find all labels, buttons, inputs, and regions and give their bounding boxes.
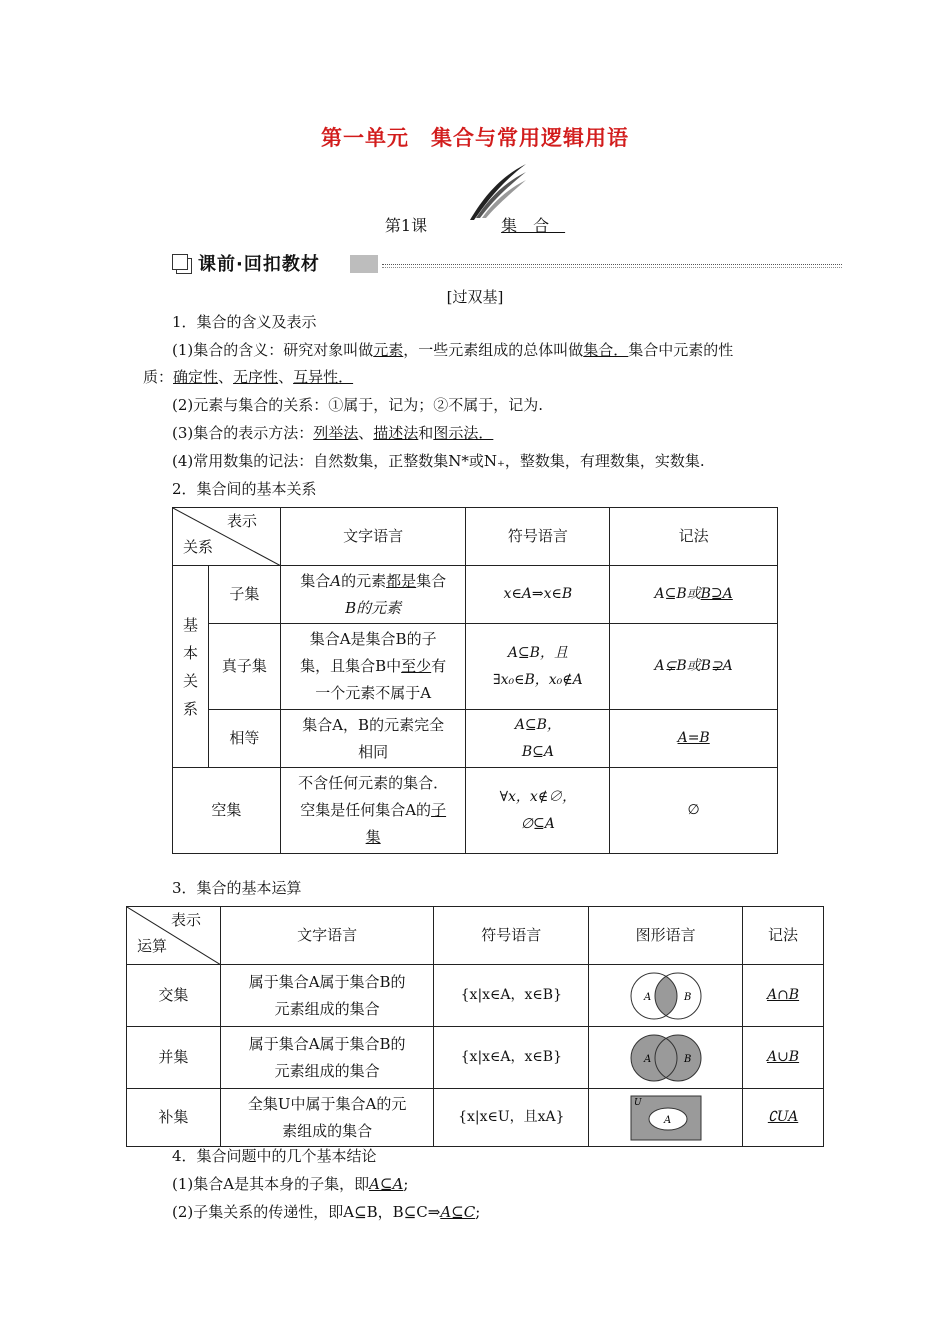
header-cell: 记法 — [743, 907, 824, 965]
header-corner-cell — [173, 508, 281, 566]
table-row — [127, 1027, 824, 1089]
row-symbol: x∈A⇒x∈B — [466, 566, 610, 624]
row-notation: A∪B — [743, 1027, 824, 1089]
header-cell: 图形语言 — [589, 907, 743, 965]
table-row — [173, 508, 778, 566]
row-text: 集合A的元素都是集合 B的元素 — [280, 566, 466, 624]
s1-line-b: 质：确定性、无序性、互异性． — [143, 368, 354, 386]
row-text: 全集U中属于集合A的元 素组成的集合 — [220, 1089, 434, 1147]
svg-text:A: A — [663, 1114, 671, 1126]
lesson-title — [0, 213, 950, 236]
venn-intersection-diagram — [628, 970, 704, 1022]
s1-line-e: (4)常用数集的记法：自然数集，正整数集N*或N₊，整数集，有理数集，实数集. — [172, 452, 705, 470]
s3-heading: 3．集合的基本运算 — [172, 879, 302, 897]
header-cell: 符号语言 — [434, 907, 589, 965]
unit-title: 第一单元 集合与常用逻辑用语 — [321, 126, 629, 150]
row-text: 集合A是集合B的子 集，且集合B中至少有 一个元素不属于A — [280, 624, 466, 710]
s1-heading: 1．集合的含义及表示 — [172, 313, 317, 331]
s4-heading: 4．集合问题中的几个基本结论 — [172, 1147, 377, 1165]
row-text: 属于集合A属于集合B的 元素组成的集合 — [220, 1027, 434, 1089]
row-symbol: {x|x∈U，且xA} — [434, 1089, 589, 1147]
header-bottom-label: 关系 — [183, 538, 214, 556]
header-cell: 记法 — [610, 508, 778, 566]
header-cell: 文字语言 — [220, 907, 434, 965]
svg-text:U: U — [633, 1097, 642, 1108]
row-symbol: A⊆B， B⊆A — [466, 710, 610, 768]
row-name: 真子集 — [208, 624, 280, 710]
row-name: 交集 — [127, 965, 221, 1027]
section-rule — [382, 264, 842, 265]
svg-text:B: B — [683, 991, 691, 1003]
header-corner-cell — [127, 907, 221, 965]
section-grey-block — [350, 255, 378, 273]
row-symbol: A⊆B，且 ∃x₀∈B，x₀∉A — [466, 624, 610, 710]
row-text: 集合A，B的元素完全 相同 — [280, 710, 466, 768]
header-cell: 文字语言 — [280, 508, 466, 566]
row-notation: A⊆B或B⊇A — [610, 566, 778, 624]
section-title: 课前·回扣教材 — [198, 250, 324, 276]
row-notation: ∅ — [610, 768, 778, 854]
lesson-name: 集合 — [501, 216, 566, 235]
header-bottom-label: 运算 — [137, 937, 168, 955]
s4-line-2: (2)子集关系的传递性，即A⊆B，B⊆C⇒A⊆C; — [172, 1203, 481, 1221]
section-header — [172, 250, 844, 278]
row-symbol: ∀x，x∉∅， ∅⊆A — [466, 768, 610, 854]
venn-complement-diagram — [630, 1095, 702, 1141]
operations-table — [126, 906, 824, 1147]
section-box-icon — [176, 258, 192, 274]
s1-line-d: (3)集合的表示方法：列举法、描述法和图示法． — [172, 424, 494, 442]
group-cell: 基 本 关 系 — [173, 566, 209, 768]
row-text: 属于集合A属于集合B的 元素组成的集合 — [220, 965, 434, 1027]
row-symbol: {x|x∈A，x∈B} — [434, 965, 589, 1027]
s2-heading: 2．集合间的基本关系 — [172, 480, 317, 498]
table-row — [173, 710, 778, 768]
table-row — [173, 566, 778, 624]
row-notation: ∁UA — [743, 1089, 824, 1147]
svg-text:A: A — [643, 1053, 651, 1065]
header-top-label: 表示 — [171, 911, 202, 929]
venn-union — [589, 1027, 743, 1089]
row-symbol: {x|x∈A，x∈B} — [434, 1027, 589, 1089]
row-notation: A∩B — [743, 965, 824, 1027]
table-row — [173, 624, 778, 710]
venn-intersection — [589, 965, 743, 1027]
header-top-label: 表示 — [227, 512, 258, 530]
venn-union-diagram — [628, 1032, 704, 1084]
row-name: 并集 — [127, 1027, 221, 1089]
venn-complement — [589, 1089, 743, 1147]
svg-text:B: B — [683, 1053, 691, 1065]
s1-line-c: (2)元素与集合的关系：①属于，记为；②不属于，记为. — [172, 396, 544, 414]
row-notation: A⊊B或B⊋A — [610, 624, 778, 710]
relations-table — [172, 507, 778, 854]
table-row — [127, 907, 824, 965]
lesson-number: 第1课 — [384, 216, 428, 235]
row-name: 子集 — [208, 566, 280, 624]
s4-line-1: (1)集合A是其本身的子集，即A⊆A; — [172, 1175, 409, 1193]
table-row — [127, 965, 824, 1027]
section-rule-2 — [382, 267, 842, 268]
row-name: 补集 — [127, 1089, 221, 1147]
table-row — [127, 1089, 824, 1147]
row-name: 相等 — [208, 710, 280, 768]
subsection-title: [过双基] — [446, 288, 504, 306]
row-notation: A=B — [610, 710, 778, 768]
svg-text:A: A — [643, 991, 651, 1003]
table-row — [173, 768, 778, 854]
header-cell: 符号语言 — [466, 508, 610, 566]
row-name: 空集 — [173, 768, 281, 854]
row-text: 不含任何元素的集合． 空集是任何集合A的子 集 — [280, 768, 466, 854]
s1-line-a: (1)集合的含义：研究对象叫做元素，一些元素组成的总体叫做集合．集合中元素的性 — [172, 341, 734, 359]
